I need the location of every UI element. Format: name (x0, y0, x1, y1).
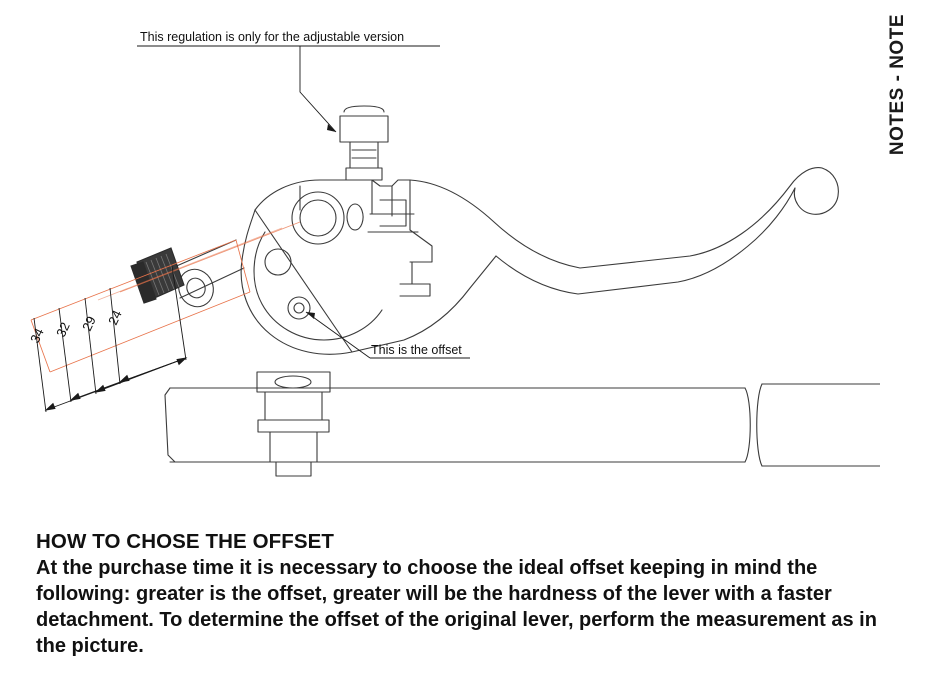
dimension-labels (27, 308, 125, 345)
offset-callout-text: This is the offset (371, 343, 462, 357)
handlebar-outline (165, 384, 880, 466)
dimension-label-1: 32 (53, 319, 73, 340)
side-notes-text: NOTES - NOTE (887, 14, 908, 156)
instructions-block (36, 530, 896, 659)
dimension-label-0: 34 (27, 325, 47, 346)
dimension-label-2: 29 (79, 313, 99, 334)
offset-projection-lines (31, 222, 300, 372)
lever-body-outline (241, 168, 838, 355)
offset-callout (306, 312, 470, 358)
instructions-body: At the purchase time it is necessary to choose the ideal offset keeping in mind the following: greater is the offset, greater will be the hardness of the lever with a faster detachment. To determine the offset of the original lever, perform the measurement as in the picture. (36, 557, 877, 657)
adjuster-knob (340, 106, 388, 180)
adjuster-callout-text: This regulation is only for the adjustable version (140, 30, 405, 44)
instructions-heading: HOW TO CHOSE THE OFFSET (36, 530, 335, 553)
adjuster-callout (137, 30, 440, 132)
dimension-label-3: 24 (105, 307, 125, 328)
